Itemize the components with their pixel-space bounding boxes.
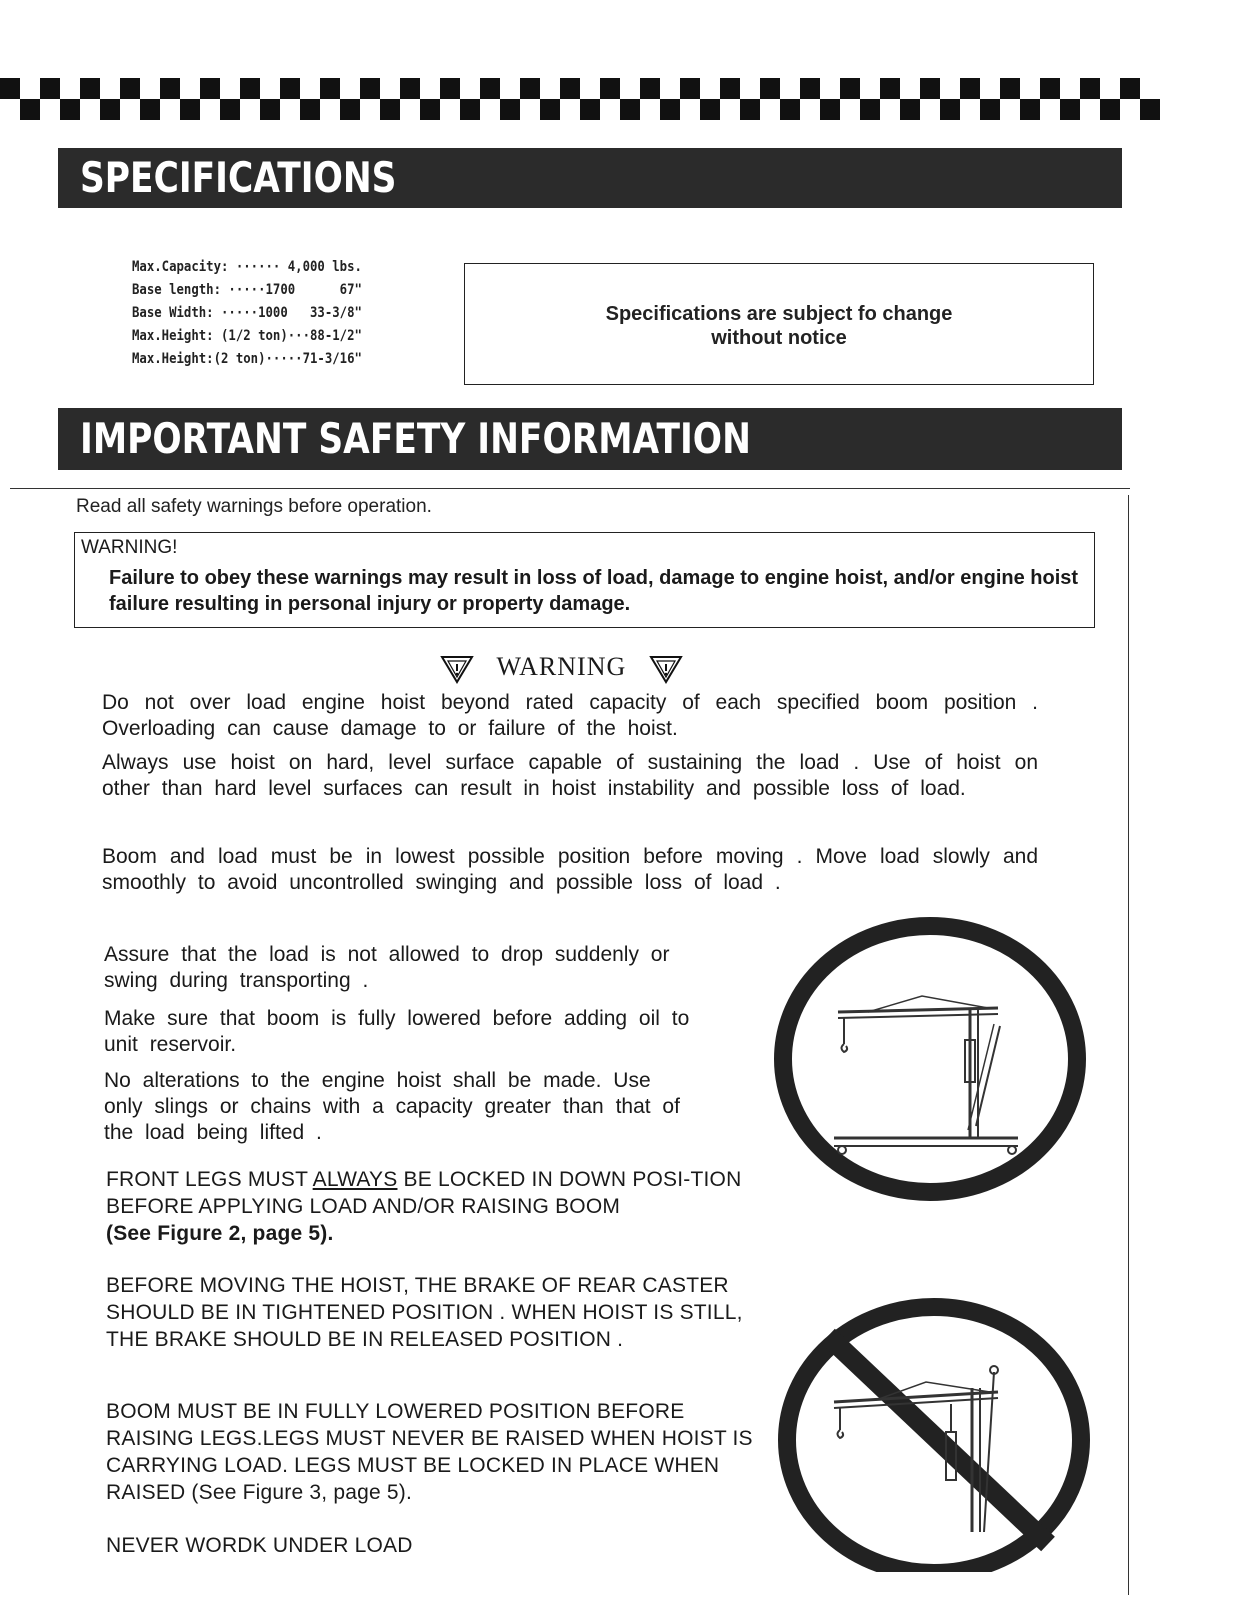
- checker-cell: [120, 99, 140, 120]
- spec-item-capacity: Max.Capacity: ······ 4,000 lbs.: [132, 259, 362, 275]
- checker-cell: [960, 78, 980, 99]
- checker-cell: [340, 99, 360, 120]
- checker-cell: [540, 99, 560, 120]
- spec-item-max-height-two-ton: Max.Height:(2 ton)·····71-3/16": [132, 351, 362, 367]
- checker-cell: [140, 99, 160, 120]
- safety-heading: IMPORTANT SAFETY INFORMATION: [58, 408, 1122, 470]
- checker-cell: [260, 78, 280, 99]
- checker-cell: [480, 99, 500, 120]
- checker-cell: [1000, 99, 1020, 120]
- checker-cell: [740, 99, 760, 120]
- section-right-border: [1128, 495, 1129, 1595]
- checker-cell: [400, 78, 420, 99]
- checker-cell: [880, 99, 900, 120]
- specifications-heading: SPECIFICATIONS: [58, 148, 1122, 208]
- checker-cell: [580, 99, 600, 120]
- checker-cell: [280, 99, 300, 120]
- checker-cell: [440, 99, 460, 120]
- checker-cell: [100, 99, 120, 120]
- checker-cell: [680, 99, 700, 120]
- checker-cell: [320, 78, 340, 99]
- checker-cell: [220, 99, 240, 120]
- hoist-prohibited-illustration: [776, 1292, 1092, 1572]
- checker-cell: [20, 78, 40, 99]
- warning-heading: [440, 652, 683, 684]
- checker-cell: [520, 99, 540, 120]
- checker-cell: [580, 78, 600, 99]
- safety-paragraph-transport: Assure that the load is not allowed to drop suddenly or swing during transporting .: [104, 943, 670, 992]
- checker-cell: [1040, 78, 1060, 99]
- checker-cell: [1020, 99, 1040, 120]
- notice-line-2: without notice: [711, 327, 847, 349]
- section-divider: [10, 488, 1130, 489]
- warning-heading-text: WARNING: [496, 652, 627, 681]
- checker-cell: [720, 78, 740, 99]
- checker-cell: [260, 99, 280, 120]
- checker-cell: [180, 99, 200, 120]
- checkered-border: [0, 78, 1160, 120]
- checker-cell: [420, 78, 440, 99]
- checker-cell: [940, 99, 960, 120]
- checker-cell: [840, 99, 860, 120]
- checker-cell: [80, 78, 100, 99]
- safety-paragraph-moving: Boom and load must be in lowest possible position before moving . Move load slowly and smoothly to avoid uncontrolled swinging and possible loss of load .: [102, 845, 1038, 894]
- checker-cell: [240, 78, 260, 99]
- checker-cell: [240, 99, 260, 120]
- checker-cell: [620, 78, 640, 99]
- checker-cell: [60, 99, 80, 120]
- checker-cell: [660, 78, 680, 99]
- checker-cell: [800, 78, 820, 99]
- warning-triangle-icon: [649, 654, 683, 684]
- spec-item-max-height-half-ton: Max.Height: (1/2 ton)···88-1/2": [132, 328, 362, 344]
- checker-cell: [160, 99, 180, 120]
- safety-paragraph-oil: Make sure that boom is fully lowered before adding oil to unit reservoir.: [104, 1007, 690, 1056]
- checker-cell: [140, 78, 160, 99]
- checker-cell: [920, 99, 940, 120]
- checker-cell: [700, 99, 720, 120]
- checker-cell: [440, 78, 460, 99]
- checker-cell: [200, 78, 220, 99]
- checker-cell: [360, 99, 380, 120]
- checker-cell: [0, 99, 20, 120]
- checker-cell: [900, 99, 920, 120]
- checker-cell: [220, 78, 240, 99]
- checker-cell: [420, 99, 440, 120]
- spec-item-base-width: Base Width: ·····1000 33-3/8": [132, 305, 362, 321]
- checker-cell: [860, 99, 880, 120]
- checker-cell: [720, 99, 740, 120]
- specifications-notice: [464, 263, 1094, 385]
- checker-cell: [820, 78, 840, 99]
- checker-cell: [760, 78, 780, 99]
- checker-cell: [1020, 78, 1040, 99]
- checker-cell: [300, 99, 320, 120]
- notice-line-1: Specifications are subject fo change: [605, 303, 953, 325]
- safety-paragraph-overload: Do not over load engine hoist beyond rated capacity of each specified boom position . Overloading can cause damage to or failure of the hoist.: [102, 691, 1038, 740]
- warning-box: [74, 532, 1095, 628]
- checker-cell: [1140, 78, 1160, 99]
- checker-cell: [800, 99, 820, 120]
- warning-label: WARNING!: [81, 537, 178, 558]
- checker-cell: [40, 78, 60, 99]
- spec-item-base-length: Base length: ·····1700 67": [132, 282, 362, 298]
- checker-cell: [560, 78, 580, 99]
- specifications-list: [132, 256, 393, 371]
- checker-cell: [340, 78, 360, 99]
- checker-cell: [460, 99, 480, 120]
- checker-cell: [1120, 78, 1140, 99]
- checker-cell: [680, 78, 700, 99]
- checker-cell: [200, 99, 220, 120]
- checker-cell: [560, 99, 580, 120]
- checker-cell: [640, 78, 660, 99]
- checker-cell: [100, 78, 120, 99]
- checker-cell: [1060, 99, 1080, 120]
- checker-cell: [700, 78, 720, 99]
- checker-cell: [280, 78, 300, 99]
- checker-cell: [80, 99, 100, 120]
- checker-cell: [120, 78, 140, 99]
- checker-cell: [640, 99, 660, 120]
- checker-cell: [940, 78, 960, 99]
- hoist-correct-illustration: [772, 916, 1088, 1202]
- checker-cell: [1080, 78, 1100, 99]
- safety-paragraph-surface: Always use hoist on hard, level surface capable of sustaining the load . Use of hoist on other than hard level surfaces can result in hoist instability and possible loss of load.: [102, 751, 1038, 800]
- checker-cell: [400, 99, 420, 120]
- checker-cell: [60, 78, 80, 99]
- safety-paragraph-alterations: No alterations to the engine hoist shall be made. Use only slings or chains with a capacity greater than that of the load being lifted .: [104, 1069, 680, 1144]
- checker-cell: [460, 78, 480, 99]
- checker-cell: [180, 78, 200, 99]
- checker-cell: [1040, 99, 1060, 120]
- checker-cell: [1100, 78, 1120, 99]
- checker-cell: [0, 78, 20, 99]
- checker-cell: [980, 99, 1000, 120]
- checker-cell: [500, 99, 520, 120]
- figure-2-reference: (See Figure 2, page 5).: [106, 1222, 334, 1245]
- checker-cell: [600, 99, 620, 120]
- checker-cell: [760, 99, 780, 120]
- checker-cell: [320, 99, 340, 120]
- checker-cell: [1000, 78, 1020, 99]
- read-all-notice: Read all safety warnings before operation.: [76, 496, 432, 517]
- checker-cell: [660, 99, 680, 120]
- caps-never-work-under-load: NEVER WORDK UNDER LOAD: [106, 1534, 413, 1557]
- checker-cell: [380, 78, 400, 99]
- checker-cell: [480, 78, 500, 99]
- caps-front-legs: FRONT LEGS MUST ALWAYS BE LOCKED IN DOWN POSI-TION BEFORE APPLYING LOAD AND/OR RAISING BOOM (See Figure 2, page 5).: [106, 1168, 742, 1245]
- checker-cell: [840, 78, 860, 99]
- checker-cell: [160, 78, 180, 99]
- warning-triangle-icon: [440, 654, 474, 684]
- checker-cell: [780, 99, 800, 120]
- checker-cell: [380, 99, 400, 120]
- checker-cell: [1120, 99, 1140, 120]
- checker-cell: [1140, 99, 1160, 120]
- checker-cell: [960, 99, 980, 120]
- checker-cell: [920, 78, 940, 99]
- checker-cell: [600, 78, 620, 99]
- checker-cell: [900, 78, 920, 99]
- checker-cell: [780, 78, 800, 99]
- checker-cell: [300, 78, 320, 99]
- checker-cell: [820, 99, 840, 120]
- checker-cell: [620, 99, 640, 120]
- checker-cell: [980, 78, 1000, 99]
- checker-cell: [1060, 78, 1080, 99]
- checker-cell: [360, 78, 380, 99]
- checker-cell: [500, 78, 520, 99]
- caps-boom-lowered: BOOM MUST BE IN FULLY LOWERED POSITION BEFORE RAISING LEGS.LEGS MUST NEVER BE RAISED WHEN HOIST IS CARRYING LOAD. LEGS MUST BE LOCKED IN PLACE WHEN RAISED (See Figure 3, page 5).: [106, 1400, 753, 1504]
- checker-cell: [880, 78, 900, 99]
- checker-cell: [1080, 99, 1100, 120]
- checker-cell: [40, 99, 60, 120]
- checker-cell: [740, 78, 760, 99]
- caps-brake: BEFORE MOVING THE HOIST, THE BRAKE OF REAR CASTER SHOULD BE IN TIGHTENED POSITION . WHEN HOIST IS STILL, THE BRAKE SHOULD BE IN RELEASED POSITION .: [106, 1274, 743, 1351]
- checker-cell: [540, 78, 560, 99]
- checker-cell: [1100, 99, 1120, 120]
- checker-cell: [20, 99, 40, 120]
- checker-cell: [860, 78, 880, 99]
- checker-cell: [520, 78, 540, 99]
- warning-text: Failure to obey these warnings may result in loss of load, damage to engine hoist, and/or engine hoist failure resulting in personal injury or property damage.: [109, 567, 1079, 615]
